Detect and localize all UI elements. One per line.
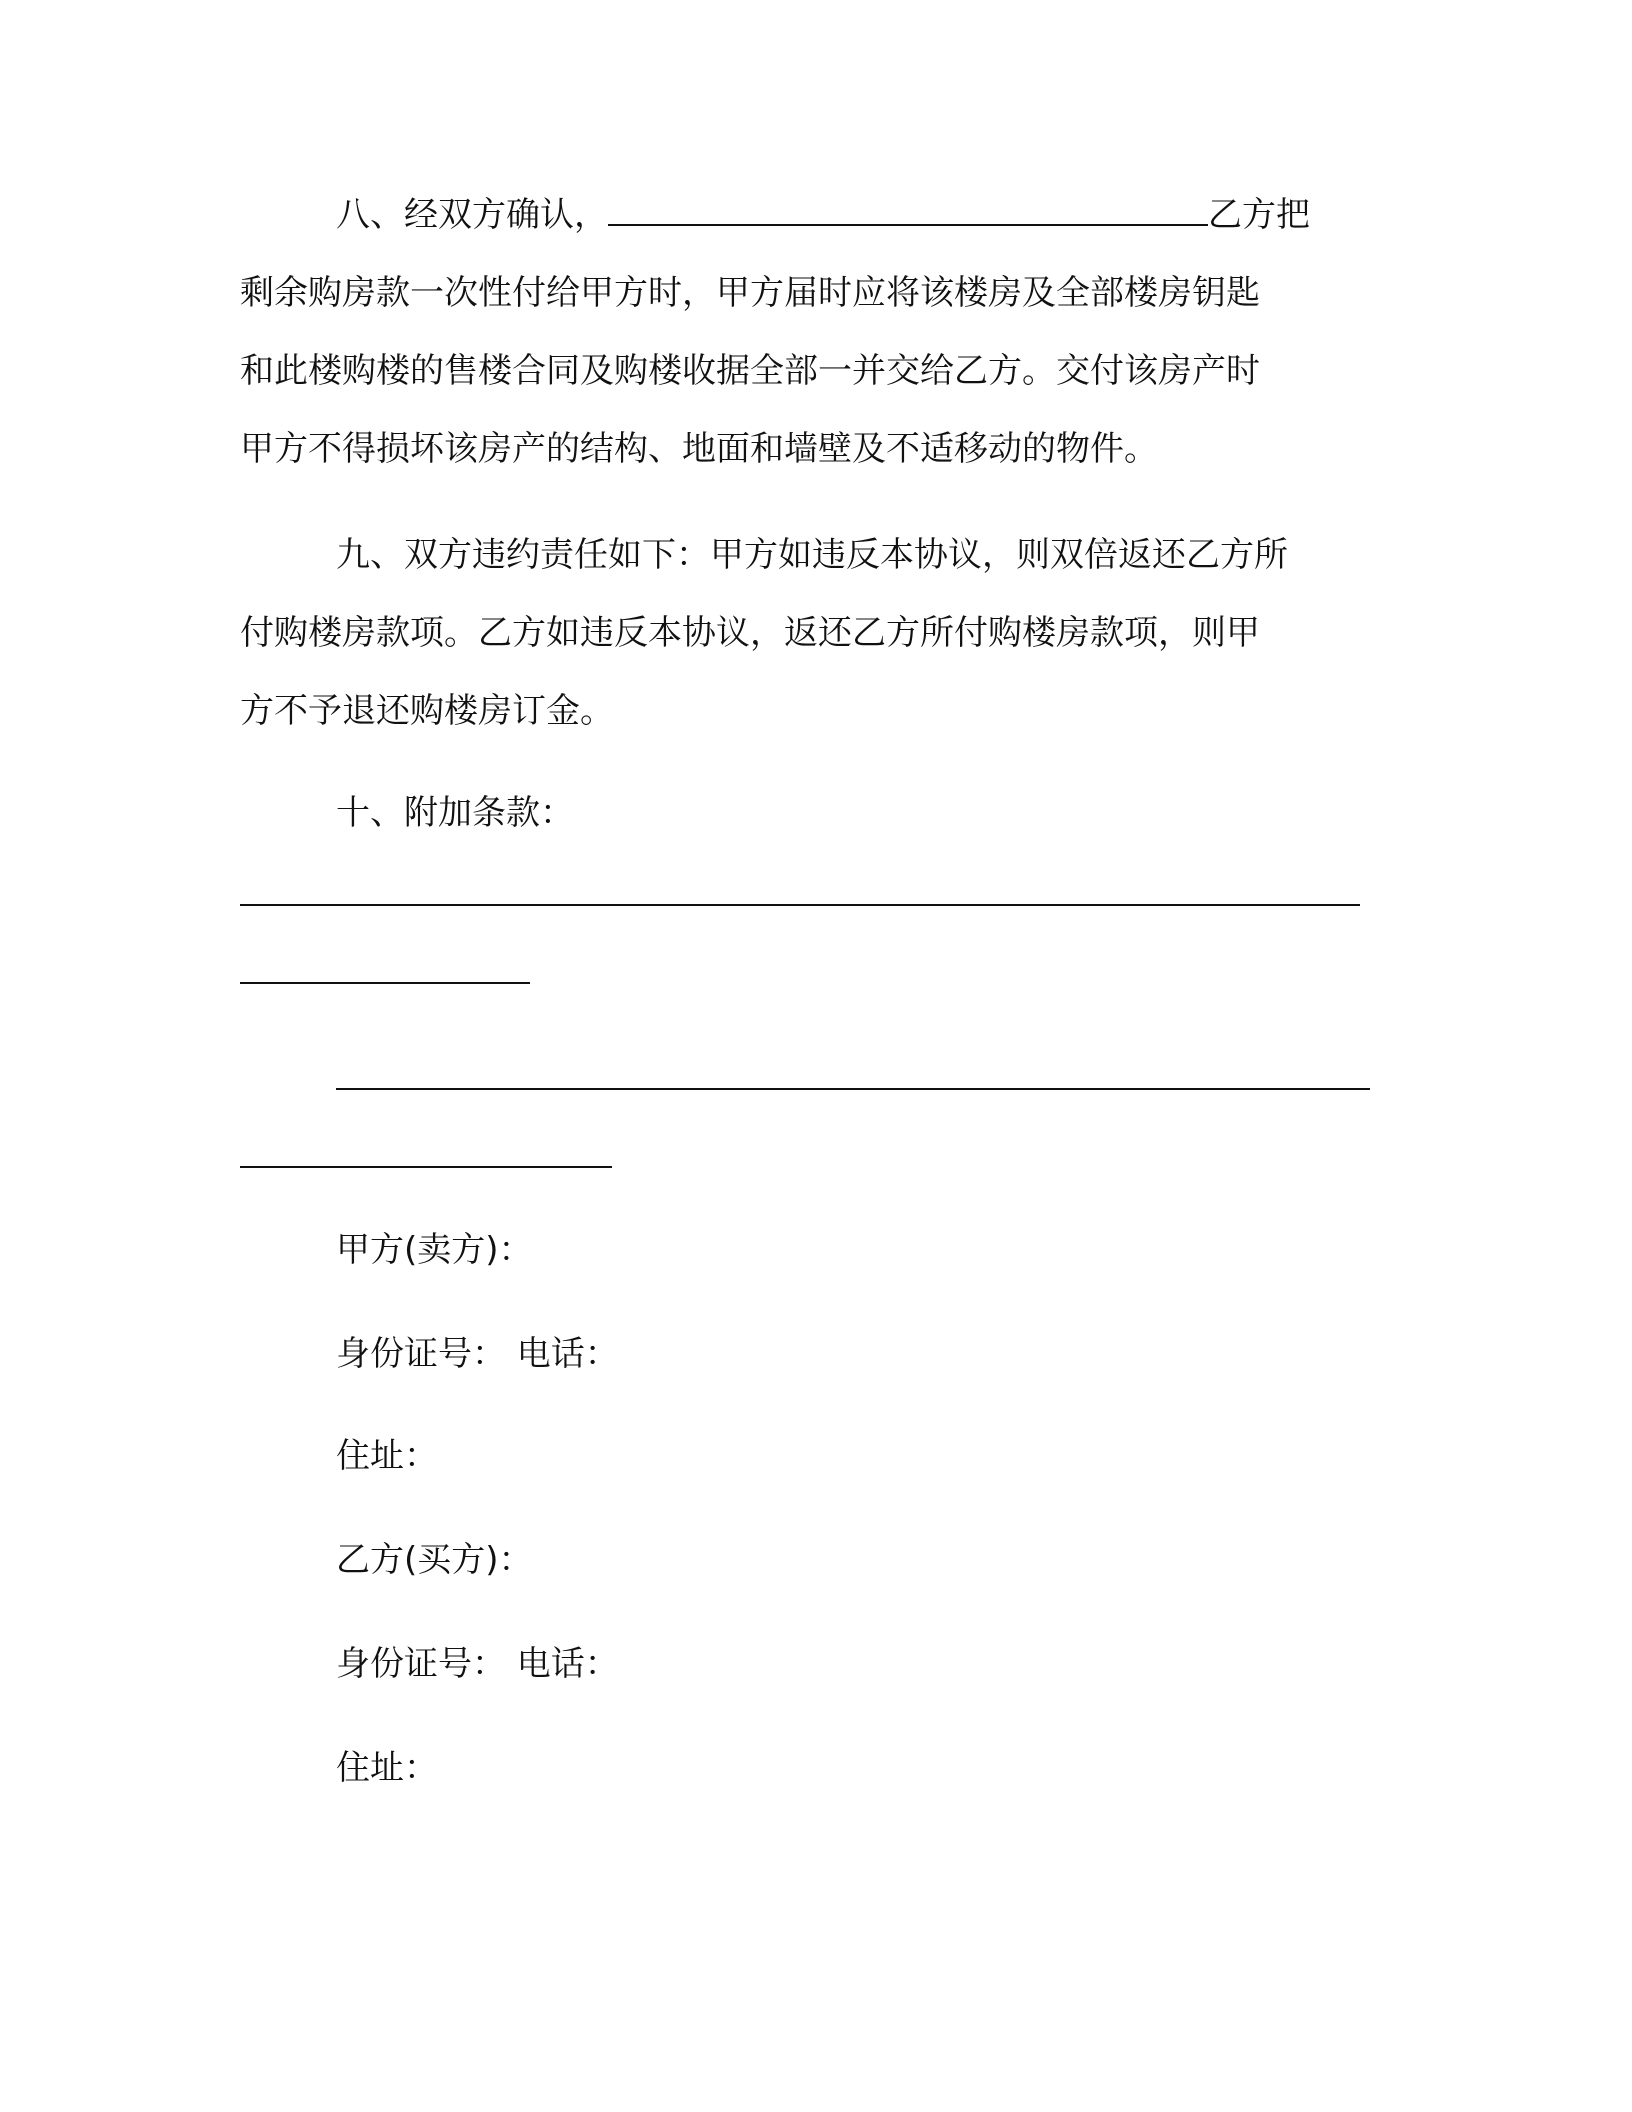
party-a-id-phone: 身份证号： 电话： <box>336 1334 619 1374</box>
clause-eight-line-4: 甲方不得损坏该房产的结构、地面和墙壁及不适移动的物件。 <box>240 429 1158 469</box>
party-a-address: 住址： <box>336 1436 438 1476</box>
clause-nine-line-3: 方不予退还购楼房订金。 <box>240 691 614 731</box>
clause-eight-line-1 <box>240 176 1390 254</box>
clause-eight-line-3: 和此楼购楼的售楼合同及购楼收据全部一并交给乙方。交付该房产时 <box>240 351 1260 391</box>
clause-ten-title: 十、附加条款： <box>336 793 574 833</box>
clause-nine-line-1: 九、双方违约责任如下：甲方如违反本协议，则双倍返还乙方所 <box>336 535 1288 575</box>
additional-terms-blank-1a[interactable] <box>240 904 1360 906</box>
clause-eight-blank[interactable] <box>608 178 1208 226</box>
party-a-label: 甲方(卖方)： <box>336 1230 533 1270</box>
clause-ten <box>240 774 1390 852</box>
additional-terms-blank-2a[interactable] <box>336 1088 1370 1090</box>
clause-eight-line-2: 剩余购房款一次性付给甲方时，甲方届时应将该楼房及全部楼房钥匙 <box>240 273 1260 313</box>
clause-eight <box>240 176 1390 488</box>
additional-terms-blank-2b[interactable] <box>240 1166 612 1168</box>
party-b-label: 乙方(买方)： <box>336 1540 533 1580</box>
clause-nine-line-2: 付购楼房款项。乙方如违反本协议，返还乙方所付购楼房款项，则甲 <box>240 613 1260 653</box>
party-b-address: 住址： <box>336 1748 438 1788</box>
clause-eight-line-1-end: 乙方把 <box>1208 195 1310 235</box>
clause-nine <box>240 516 1390 750</box>
party-b-id-phone: 身份证号： 电话： <box>336 1644 619 1684</box>
clause-eight-intro: 八、经双方确认， <box>336 195 608 235</box>
additional-terms-blank-1b[interactable] <box>240 982 530 984</box>
